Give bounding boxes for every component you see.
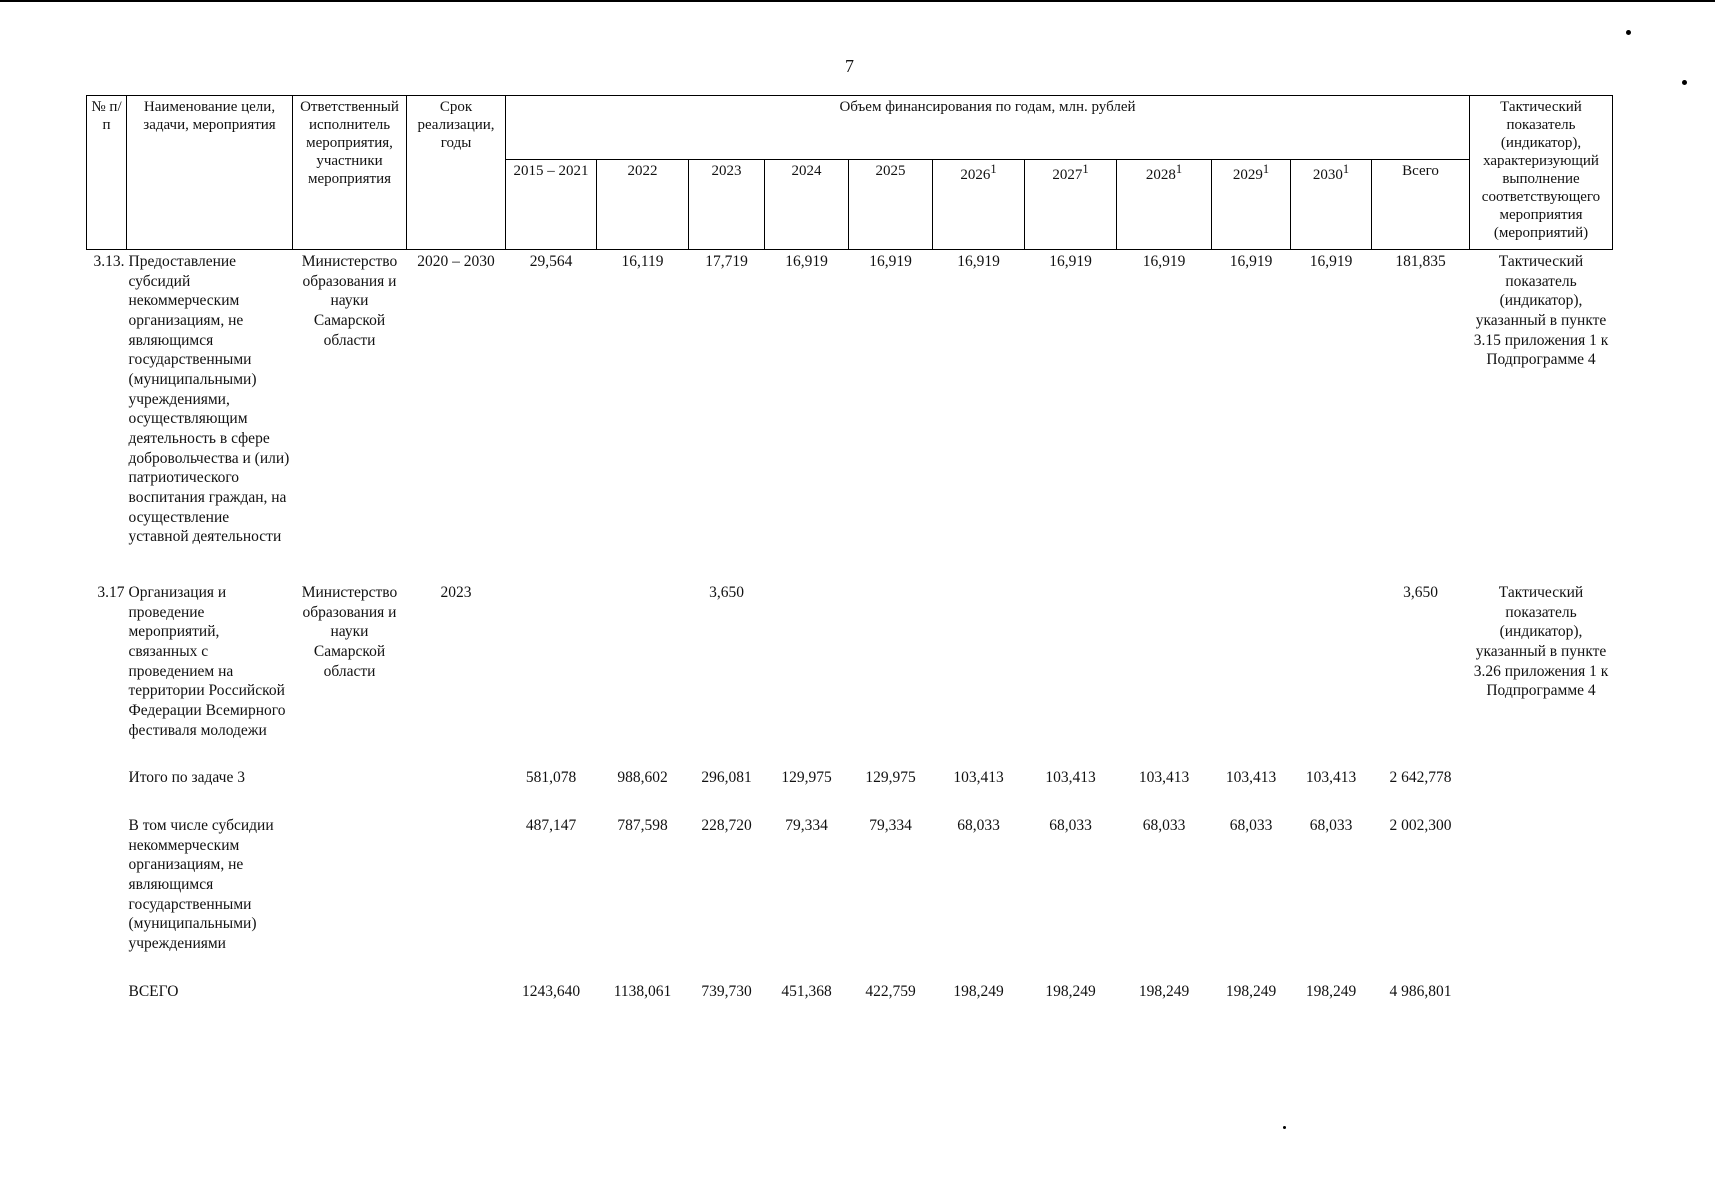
row-executor: Министерство образования и науки Самарской области xyxy=(301,253,398,349)
row-num xyxy=(87,814,127,956)
header-year-2028 xyxy=(1117,160,1212,250)
row-value: 68,033 xyxy=(1142,817,1186,835)
footnote-mark: 1 xyxy=(1342,162,1350,176)
row-value: 17,719 xyxy=(705,253,748,270)
footnote-mark: 1 xyxy=(1262,162,1270,176)
row-value: 487,147 xyxy=(525,817,577,835)
row-value xyxy=(1291,581,1372,742)
spacer-cell xyxy=(87,956,1613,980)
header-year-2030 xyxy=(1291,160,1372,250)
row-term xyxy=(407,980,506,1004)
year-label: 2026 xyxy=(960,167,991,183)
row-value: 1243,640 xyxy=(521,982,581,1000)
row-value: 79,334 xyxy=(869,817,912,835)
scan-speck xyxy=(1626,30,1631,35)
footnote-mark: 1 xyxy=(1082,162,1089,176)
row-value: 68,033 xyxy=(1309,817,1353,835)
row-value: 581,078 xyxy=(525,769,577,787)
row-num xyxy=(87,766,127,790)
header-total: Всего xyxy=(1372,160,1470,250)
page-number: 7 xyxy=(845,56,854,76)
row-executor xyxy=(293,814,407,956)
header-year-2023: 2023 xyxy=(689,160,765,250)
row-value: 129,975 xyxy=(865,769,916,787)
row-value: 103,413 xyxy=(1305,769,1357,787)
row-value: 1138,061 xyxy=(613,982,672,1000)
header-year-2025: 2025 xyxy=(849,160,933,250)
row-value: 198,249 xyxy=(1045,982,1096,1000)
header-year-2027 xyxy=(1025,160,1117,250)
row-indicator xyxy=(1470,980,1613,1004)
header-name: Наименование цели, задачи, мероприятия xyxy=(127,96,293,250)
row-value: 16,919 xyxy=(1142,253,1186,270)
row-term: 2023 xyxy=(440,584,472,602)
row-name: В том числе субсидии некоммерческим организациям, не являющимся государственными (муниципальными) учреждениями xyxy=(128,817,274,953)
row-value: 228,720 xyxy=(701,817,752,835)
row-term xyxy=(407,766,506,790)
row-value xyxy=(1117,581,1212,742)
row-value: 296,081 xyxy=(701,769,752,787)
table-row-grand-total xyxy=(87,980,1613,1004)
row-total: 2 642,778 xyxy=(1389,769,1452,787)
row-value: 79,334 xyxy=(785,817,828,835)
row-value xyxy=(1212,581,1291,742)
header-year-2029 xyxy=(1212,160,1291,250)
scan-top-border xyxy=(0,0,1715,2)
row-executor: Министерство образования и науки Самарской области xyxy=(301,584,398,680)
header-executor: Ответственный исполнитель мероприятия, участники мероприятия xyxy=(293,96,407,250)
header-indicator: Тактический показатель (индикатор), характеризующий выполнение соответствующего мероприятия (мероприятий) xyxy=(1470,96,1613,250)
row-value: 103,413 xyxy=(1138,769,1190,787)
row-num: 3.13. xyxy=(93,253,125,270)
row-value: 988,602 xyxy=(617,769,668,787)
row-name: ВСЕГО xyxy=(128,982,179,1000)
row-value: 198,249 xyxy=(1225,982,1277,1000)
row-indicator xyxy=(1470,814,1613,956)
header-year-2026 xyxy=(933,160,1025,250)
row-value: 29,564 xyxy=(529,253,573,270)
header-year-2022: 2022 xyxy=(597,160,689,250)
row-value: 198,249 xyxy=(1305,982,1357,1000)
footnote-mark: 1 xyxy=(990,162,997,176)
row-value: 422,759 xyxy=(865,982,916,1000)
spacer-cell xyxy=(87,549,1613,581)
row-spacer xyxy=(87,790,1613,814)
row-value: 103,413 xyxy=(953,769,1004,787)
row-value xyxy=(1025,581,1117,742)
year-label: 2029 xyxy=(1232,167,1263,183)
header-year-2024: 2024 xyxy=(765,160,849,250)
row-value: 68,033 xyxy=(1049,817,1092,835)
table-row-including xyxy=(87,814,1613,956)
row-value: 103,413 xyxy=(1225,769,1277,787)
row-name: Итого по задаче 3 xyxy=(128,769,245,787)
row-value: 3,650 xyxy=(709,584,744,602)
row-executor xyxy=(293,980,407,1004)
row-total: 2 002,300 xyxy=(1389,817,1452,835)
row-indicator: Тактический показатель (индикатор), указанный в пункте 3.26 приложения 1 к Подпрограмме 4 xyxy=(1473,584,1609,700)
header-num: № п/п xyxy=(87,96,127,250)
spacer-cell xyxy=(87,790,1613,814)
spacer-cell xyxy=(87,742,1613,766)
row-value xyxy=(933,581,1025,742)
row-num: 3.17 xyxy=(97,584,125,602)
row-value: 16,119 xyxy=(621,253,664,270)
row-value xyxy=(506,581,597,742)
row-value: 16,919 xyxy=(1309,253,1353,270)
row-total: 181,835 xyxy=(1395,253,1446,270)
row-value: 68,033 xyxy=(1229,817,1273,835)
table-row-subtotal xyxy=(87,766,1613,790)
row-spacer xyxy=(87,956,1613,980)
row-value: 16,919 xyxy=(957,253,1000,270)
table-row xyxy=(87,250,1613,550)
header-year-2015-2021: 2015 – 2021 xyxy=(506,160,597,250)
row-executor xyxy=(293,766,407,790)
row-value: 16,919 xyxy=(785,253,828,270)
scan-speck xyxy=(1682,80,1687,85)
row-indicator: Тактический показатель (индикатор), указанный в пункте 3.15 приложения 1 к Подпрограмме 4 xyxy=(1473,253,1609,369)
row-term xyxy=(407,814,506,956)
row-value: 198,249 xyxy=(953,982,1004,1000)
row-value: 16,919 xyxy=(869,253,912,270)
row-term: 2020 – 2030 xyxy=(417,253,495,270)
row-num xyxy=(87,980,127,1004)
row-value: 16,919 xyxy=(1049,253,1092,270)
row-name: Организация и проведение мероприятий, связанных с проведением на территории Российской Федерации Всемирного фестиваля молодежи xyxy=(128,584,286,739)
year-label: 2027 xyxy=(1052,167,1083,183)
row-value: 451,368 xyxy=(781,982,832,1000)
header-financing: Объем финансирования по годам, млн. рублей xyxy=(506,96,1470,160)
row-spacer xyxy=(87,742,1613,766)
row-value xyxy=(765,581,849,742)
row-spacer xyxy=(87,549,1613,581)
row-value: 787,598 xyxy=(617,817,668,835)
table-row xyxy=(87,581,1613,742)
row-value: 16,919 xyxy=(1229,253,1273,270)
financing-table xyxy=(86,95,1613,1004)
row-value: 198,249 xyxy=(1138,982,1190,1000)
row-total: 3,650 xyxy=(1403,584,1438,602)
row-value: 68,033 xyxy=(957,817,1000,835)
header-term: Срок реализации, годы xyxy=(407,96,506,250)
year-label: 2028 xyxy=(1145,167,1176,183)
footnote-mark: 1 xyxy=(1175,162,1183,176)
row-value: 739,730 xyxy=(701,982,752,1000)
row-value: 103,413 xyxy=(1045,769,1096,787)
row-value: 129,975 xyxy=(781,769,832,787)
row-name: Предоставление субсидий некоммерческим организациям, не являющимся государственными (муниципальными) учреждениями, осуществляющим деятельность в сфере добровольчества и (или) патриотического воспитания граждан, на осуществление уставной деятельности xyxy=(128,253,290,546)
row-value xyxy=(849,581,933,742)
row-value xyxy=(597,581,689,742)
scan-speck xyxy=(1283,1126,1286,1129)
row-total: 4 986,801 xyxy=(1389,982,1452,1000)
row-indicator xyxy=(1470,766,1613,790)
year-label: 2030 xyxy=(1312,167,1343,183)
